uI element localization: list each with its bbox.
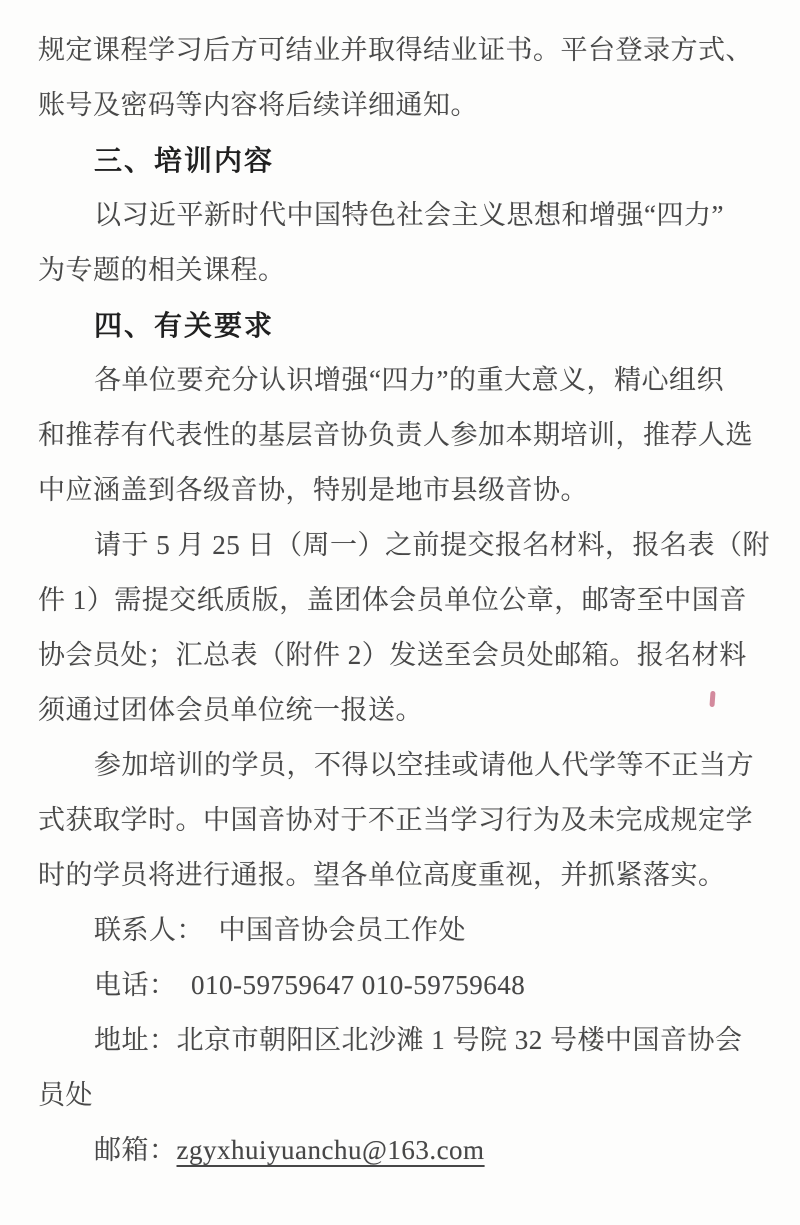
line-text: 联系人： 中国音协会员工作处 bbox=[94, 915, 466, 945]
document-line bbox=[38, 1123, 770, 1178]
section-heading bbox=[38, 298, 770, 353]
document-line bbox=[38, 958, 770, 1013]
document-line bbox=[38, 408, 770, 463]
line-text: 式获取学时。中国音协对于不正当学习行为及未完成规定学 bbox=[38, 805, 753, 835]
line-text: 地址：北京市朝阳区北沙滩 1 号院 32 号楼中国音协会 bbox=[94, 1025, 743, 1055]
line-text: 四、有关要求 bbox=[94, 310, 275, 341]
line-text: 为专题的相关课程。 bbox=[38, 255, 286, 285]
line-text: 件 1）需提交纸质版，盖团体会员单位公章，邮寄至中国音 bbox=[38, 585, 747, 615]
line-text: 规定课程学习后方可结业并取得结业证书。平台登录方式、 bbox=[38, 35, 753, 65]
document-line bbox=[38, 738, 770, 793]
document-line bbox=[38, 1068, 770, 1123]
line-text: 时的学员将进行通报。望各单位高度重视，并抓紧落实。 bbox=[38, 860, 726, 890]
document-line bbox=[38, 243, 770, 298]
document-lines bbox=[38, 23, 770, 1178]
line-text: 参加培训的学员，不得以空挂或请他人代学等不正当方 bbox=[94, 750, 754, 780]
document-line bbox=[38, 628, 770, 683]
document-line bbox=[38, 903, 770, 958]
document-line bbox=[38, 463, 770, 518]
section-heading bbox=[38, 133, 770, 188]
document-line bbox=[38, 573, 770, 628]
line-text: 电话： 010-59759647 010-59759648 bbox=[94, 970, 526, 1000]
document-line bbox=[38, 518, 770, 573]
document-line bbox=[38, 683, 770, 738]
line-text: 各单位要充分认识增强“四力”的重大意义，精心组织 bbox=[94, 365, 724, 395]
document-line bbox=[38, 1013, 770, 1068]
document-line bbox=[38, 353, 770, 408]
line-text: 中应涵盖到各级音协，特别是地市县级音协。 bbox=[38, 475, 588, 505]
line-text: 员处 bbox=[38, 1080, 93, 1110]
line-text: 三、培训内容 bbox=[94, 145, 275, 176]
line-text: 账号及密码等内容将后续详细通知。 bbox=[38, 90, 478, 120]
document-line bbox=[38, 793, 770, 848]
line-text: 以习近平新时代中国特色社会主义思想和增强“四力” bbox=[94, 200, 724, 230]
line-text: 和推荐有代表性的基层音协负责人参加本期培训，推荐人选 bbox=[38, 420, 753, 450]
document-line bbox=[38, 848, 770, 903]
document-line bbox=[38, 78, 770, 133]
line-text: 须通过团体会员单位统一报送。 bbox=[38, 695, 423, 725]
line-text: 协会员处；汇总表（附件 2）发送至会员处邮箱。报名材料 bbox=[38, 640, 747, 670]
line-text: 请于 5 月 25 日（周一）之前提交报名材料，报名表（附 bbox=[94, 530, 770, 560]
document-line bbox=[38, 188, 770, 243]
line-text: 邮箱： bbox=[94, 1135, 177, 1165]
email-text: zgyxhuiyuanchu@163.com bbox=[176, 1135, 485, 1165]
document-line bbox=[38, 23, 770, 78]
